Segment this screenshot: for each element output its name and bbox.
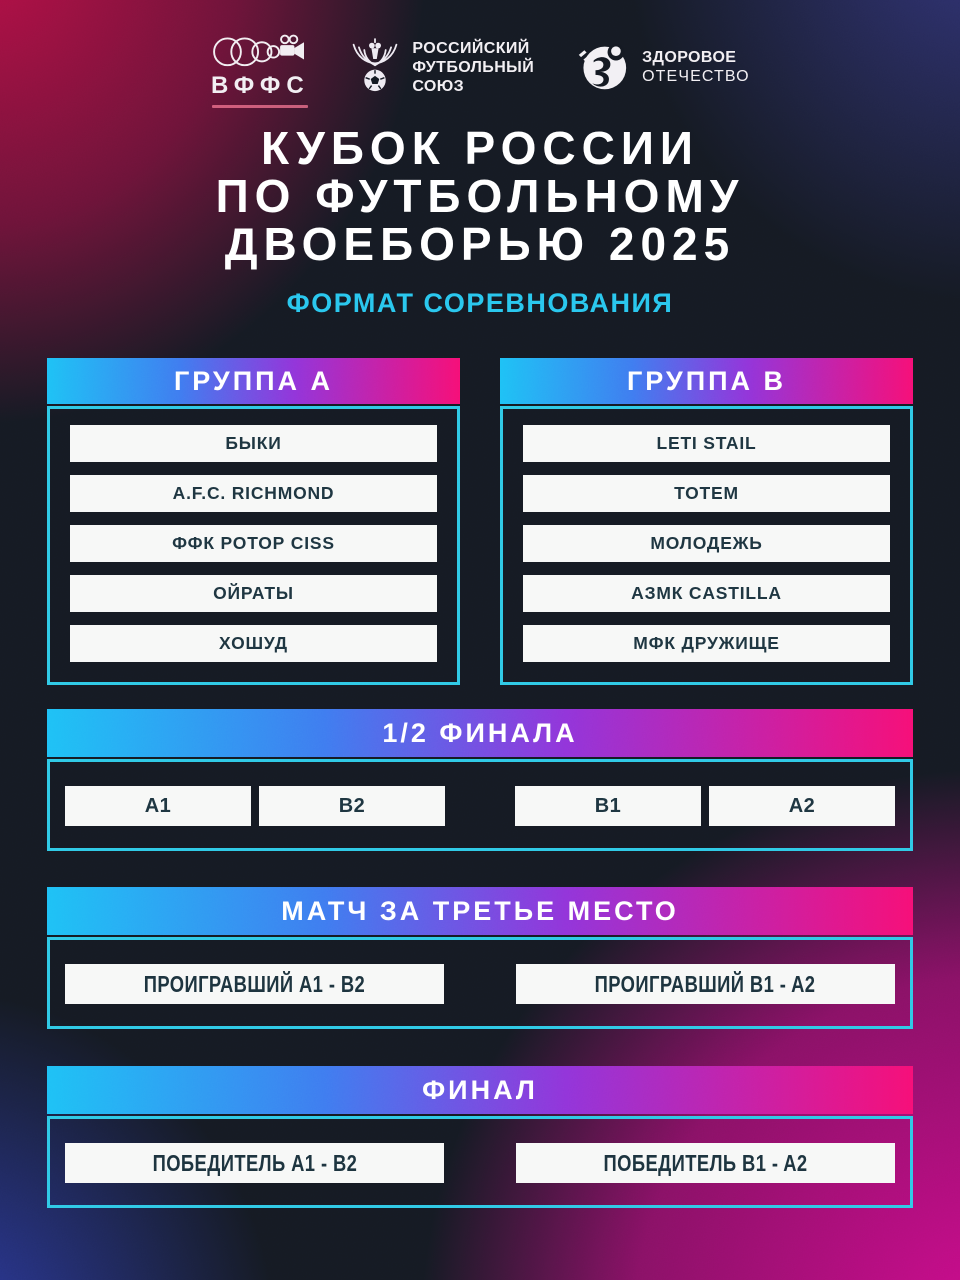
rfs-eagle-icon [350,36,400,98]
group-b-header: ГРУППА B [500,358,913,404]
group-a-header: ГРУППА A [47,358,460,404]
semifinal-panel [47,759,913,851]
logo-rfs [350,36,534,98]
team-row: АЗМК CASTILLA [523,575,890,612]
team-row: A.F.C. RICHMOND [70,475,437,512]
rfs-name: РОССИЙСКИЙ ФУТБОЛЬНЫЙ СОЮЗ [412,39,535,95]
semifinal-pair-right [515,786,895,826]
vffs-abbr: ВФФС [211,72,310,99]
partner-logos [0,0,960,100]
group-a-panel [47,406,460,685]
slot-box: A1 [65,786,251,826]
third-place-panel [47,937,913,1029]
vffs-fineprint [212,105,308,108]
third-place-header: МАТЧ ЗА ТРЕТЬЕ МЕСТО [47,887,913,935]
semifinal-section [47,709,913,851]
group-a-section [47,358,460,685]
zdorovoe-name: ЗДОРОВОЕ ОТЕЧЕСТВО [642,49,750,85]
semifinal-header: 1/2 ФИНАЛА [47,709,913,757]
team-row: ХОШУД [70,625,437,662]
slot-box: B2 [259,786,445,826]
logo-vffs [210,26,310,108]
slot-box: ПРОИГРАВШИЙ B1 - A2 [516,964,895,1004]
final-panel [47,1116,913,1208]
final-header: ФИНАЛ [47,1066,913,1114]
camera-icon [280,42,304,59]
third-place-section [47,887,913,1029]
team-row: ТОТЕМ [523,475,890,512]
groups-row [47,358,913,685]
slot-box: B1 [515,786,701,826]
team-row: МОЛОДЕЖЬ [523,525,890,562]
group-b-teams [503,409,910,682]
page-title: КУБОК РОССИИ ПО ФУТБОЛЬНОМУ ДВОЕБОРЬЮ 2025 [215,122,745,270]
semifinal-pair-left [65,786,445,826]
third-place-slots [50,940,910,1026]
zdorovoe-emblem-icon [574,41,630,93]
team-row: БЫКИ [70,425,437,462]
team-row: МФК ДРУЖИЩЕ [523,625,890,662]
page-subtitle: ФОРМАТ СОРЕВНОВАНИЯ [286,288,674,318]
team-row: ОЙРАТЫ [70,575,437,612]
group-b-section [500,358,913,685]
vffs-circles-camera-icon [210,26,310,70]
camera-reel-icon [281,36,289,44]
slot-box: ПРОИГРАВШИЙ A1 - B2 [65,964,444,1004]
final-slots [50,1119,910,1205]
slot-box: ПОБЕДИТЕЛЬ A1 - B2 [65,1143,444,1183]
logo-zdorovoe-otechestvo [574,41,750,93]
group-a-teams [50,409,457,682]
slot-box: ПОБЕДИТЕЛЬ B1 - A2 [516,1143,895,1183]
final-section [47,1066,913,1208]
camera-reel-icon [290,36,298,44]
group-b-panel [500,406,913,685]
slot-box: A2 [709,786,895,826]
team-row: LETI STAIL [523,425,890,462]
team-row: ФФК РОТОР CISS [70,525,437,562]
semifinal-slots [50,762,910,848]
